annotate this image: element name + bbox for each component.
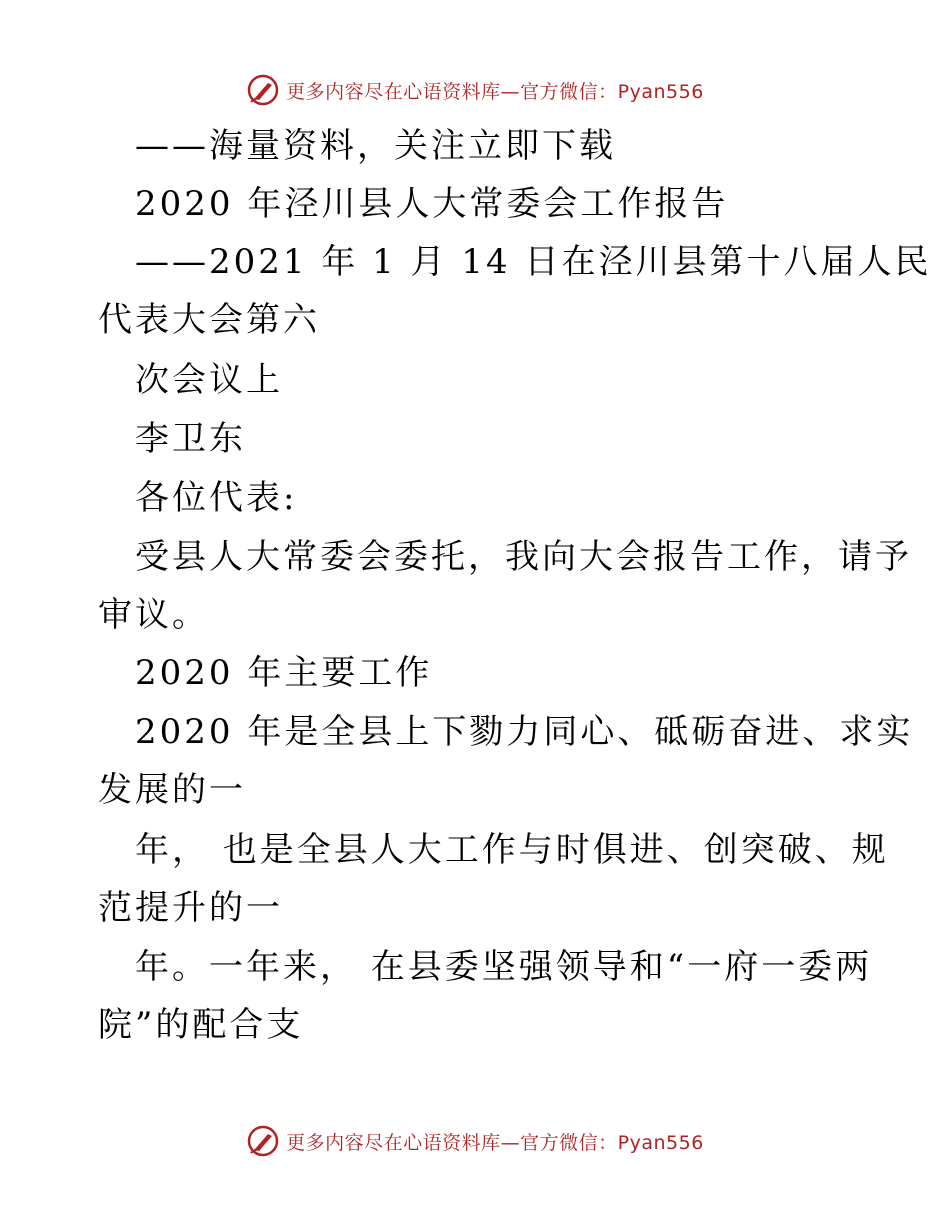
watermark-text: 更多内容尽在心语资料库—官方微信：Pyan556 <box>286 80 704 103</box>
footer-watermark-banner <box>0 1121 950 1161</box>
quill-pen-logo-icon <box>246 73 280 107</box>
paragraph-line: 年。一年来， 在县委坚强领导和“一府一委两 <box>135 947 873 987</box>
paragraph-line: 2020 年是全县上下勠力同心、砥砺奋进、求实 <box>135 712 914 752</box>
report-date-line-cont: 代表大会第六 <box>98 300 320 340</box>
header-watermark-banner <box>0 70 950 110</box>
watermark-text: 更多内容尽在心语资料库—官方微信：Pyan556 <box>286 1131 704 1154</box>
salutation: 各位代表: <box>135 478 298 518</box>
report-title: 2020 年泾川县人大常委会工作报告 <box>135 184 729 224</box>
paragraph-line: 发展的一 <box>98 770 246 810</box>
subtitle-line: ——海量资料，关注立即下载 <box>135 126 616 166</box>
paragraph-line: 范提升的一 <box>98 888 283 928</box>
report-date-line: ——2021 年 1 月 14 日在泾川县第十八届人民 <box>135 242 932 282</box>
author-name: 李卫东 <box>135 419 246 459</box>
meeting-line: 次会议上 <box>135 360 283 400</box>
paragraph-line: 审议。 <box>98 595 209 635</box>
paragraph-line: 年， 也是全县人大工作与时俱进、创突破、规 <box>135 830 889 870</box>
paragraph-line: 院”的配合支 <box>98 1005 304 1045</box>
quill-pen-logo-icon <box>246 1124 280 1158</box>
section-heading: 2020 年主要工作 <box>135 653 433 693</box>
paragraph-line: 受县人大常委会委托，我向大会报告工作，请予 <box>135 537 912 577</box>
